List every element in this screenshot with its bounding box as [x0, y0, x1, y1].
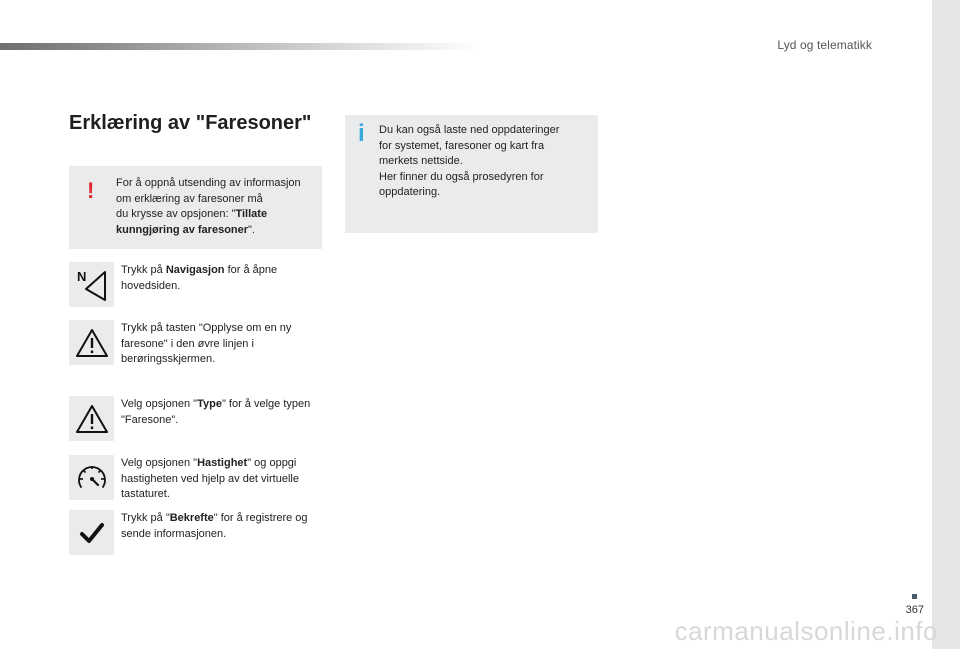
step-text: Trykk på "Bekrefte" for å registrere og sende informasjonen.	[121, 512, 308, 540]
speedometer-icon	[69, 455, 114, 500]
warning-option-name: Tillate kunngjøring av faresoner	[116, 208, 268, 236]
step-text: Velg opsjonen "Type" for å velge typen "Faresone".	[121, 398, 311, 426]
navigation-icon	[69, 262, 114, 307]
info-icon: i	[358, 120, 365, 147]
step-text: Trykk på Navigasjon for å åpne hovedsiden.	[121, 264, 278, 292]
warning-text: For å oppnå utsending av informasjon om erklæring av faresoner må du krysse av opsjonen: "Tillate kunngjøring av faresoner".	[116, 177, 301, 236]
page-number: 367	[905, 604, 924, 616]
exclamation-icon: !	[87, 178, 95, 203]
step-text: Trykk på tasten "Opplyse om en ny faresone" i den øvre linjen i berøringsskjermen.	[121, 322, 292, 365]
page-marker	[912, 594, 917, 599]
svg-text:N: N	[76, 268, 86, 284]
section-title: Lyd og telematikk	[777, 38, 872, 52]
info-text: Du kan også laste ned oppdateringer for systemet, faresoner og kart fra merkets nettside. Her finner du også prosedyren for oppdatering.	[379, 124, 560, 198]
page-title: Erklæring av "Faresoner"	[69, 112, 312, 134]
step-text: Velg opsjonen "Hastighet" og oppgi hastigheten ved hjelp av det virtuelle tastaturet.	[121, 457, 299, 500]
warning-triangle-icon	[69, 396, 114, 441]
watermark: carmanualsonline.info	[674, 616, 938, 646]
warning-box	[69, 166, 322, 249]
side-strip	[932, 0, 960, 649]
checkmark-icon	[69, 510, 114, 555]
warning-triangle-icon	[69, 320, 114, 365]
info-box	[345, 115, 598, 233]
header-gradient-bar	[0, 43, 480, 50]
